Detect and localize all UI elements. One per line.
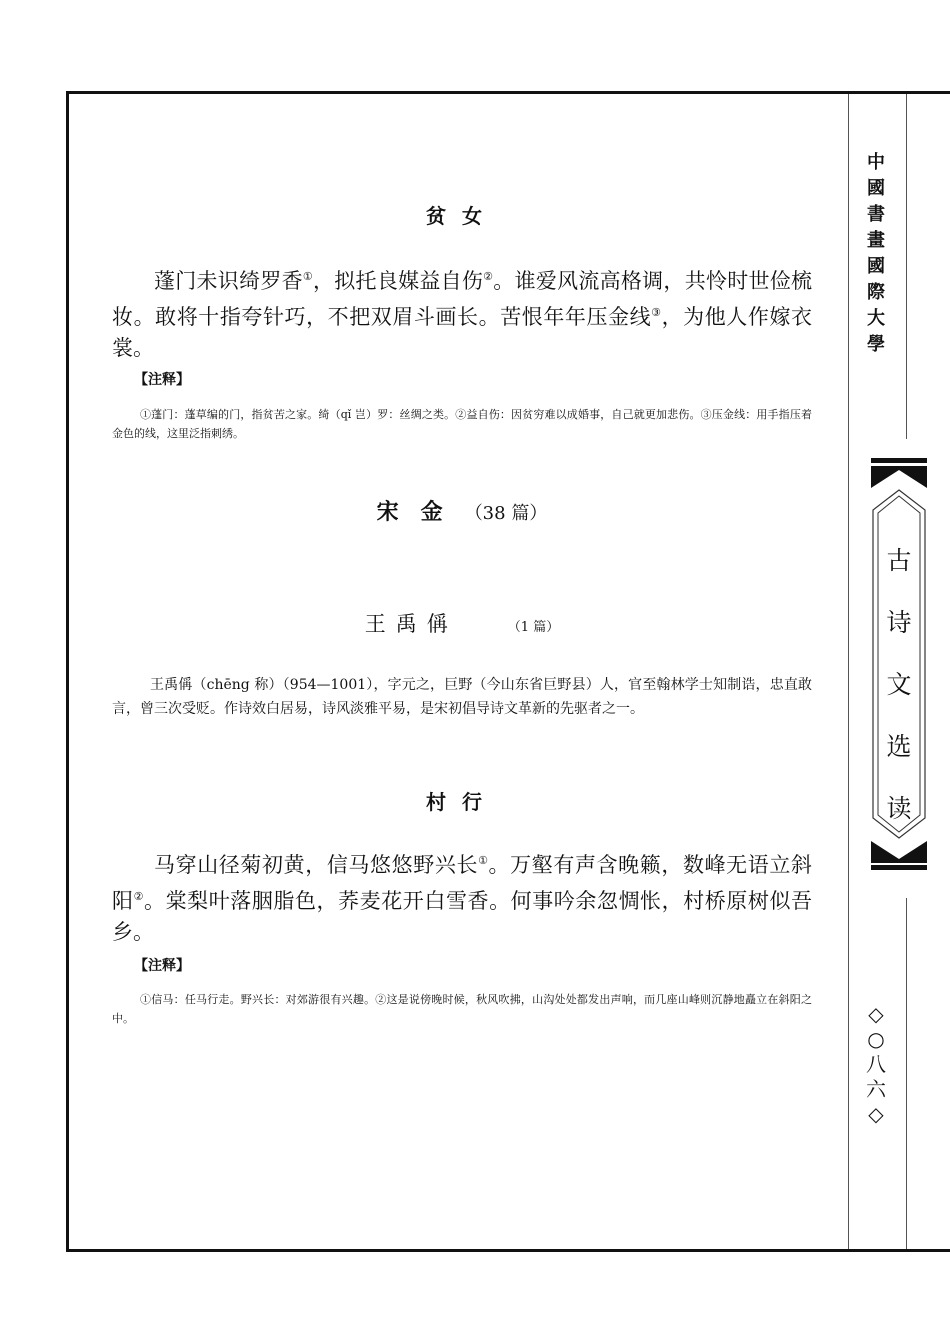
sidebar-divider-top [906, 94, 907, 439]
poem-title-pinnv: 贫女 [426, 204, 498, 228]
page-number: ◇ ○ 八 六 ◇ [866, 1002, 886, 1126]
footnote-mark: ① [302, 270, 314, 283]
banner-arrow-bottom [871, 841, 927, 863]
author-heading [112, 608, 812, 638]
poem-line: 蓬门未识绮罗香 [154, 269, 303, 293]
notes-label: 【注释】 [134, 372, 190, 388]
banner-arrow-top [871, 466, 927, 488]
banner-bar-bottom [871, 865, 927, 870]
footnote-mark: ② [133, 890, 145, 903]
author-count: （1 篇） [507, 620, 560, 635]
sidebar-book-title: 古 诗 文 选 读 [886, 546, 912, 823]
frame-bottom-border [66, 1249, 950, 1252]
dynasty-name: 宋金 [376, 499, 465, 525]
notes-label: 【注释】 [134, 958, 190, 974]
footnote-mark: ③ [651, 306, 662, 319]
frame-left-border [66, 91, 69, 1252]
poem-text-cunxing [112, 845, 812, 948]
footnote-mark: ② [483, 270, 494, 283]
poem-line: 。万壑有声含晚籁，数峰无语立斜阳 [112, 853, 812, 913]
author-name: 王禹偁 [364, 612, 458, 636]
notes-text: ①信马：任马行走。野兴长：对郊游很有兴趣。②这是说傍晚时候，秋风吹拂，山沟处处都发出声响，而几座山峰则沉静地矗立在斜阳之中。 [112, 993, 812, 1025]
banner-bar-top [871, 458, 927, 463]
poem-line: 。棠梨叶落胭脂色，荞麦花开白雪香。何事吟余忽惆怅，村桥原树似吾乡。 [112, 889, 813, 944]
sidebar-divider-left [848, 94, 849, 1249]
sidebar-divider-bottom [906, 898, 907, 1249]
poem-line: 马穿山径菊初黄，信马悠悠野兴长 [154, 853, 479, 877]
poem-text-pinnv [112, 261, 812, 364]
dynasty-count: （38 篇） [464, 503, 548, 524]
poem-line: 。谁爱风流高格调，共怜时世俭梳妆。敢将十指夸针巧，不把双眉斗画长。苦恨年年压金线 [112, 269, 813, 329]
poem-line: ，为他人作嫁衣裳。 [112, 305, 813, 360]
frame-top-border [66, 91, 950, 94]
footnote-mark: ① [478, 854, 489, 867]
author-intro: 王禹偁（chēng 称）（954—1001），字元之，巨野（今山东省巨野县）人，官至翰林学士知制诰，忠直敢言，曾三次受贬。作诗效白居易，诗风淡雅平易，是宋初倡导诗文革新的先驱者之一。 [112, 677, 812, 717]
dynasty-heading [112, 495, 812, 526]
poem-title-cunxing: 村行 [426, 790, 498, 814]
notes-text: ①蓬门：蓬草编的门，指贫苦之家。绮（qǐ 岂）罗：丝绸之类。②益自伤：因贫穷难以成婚事，自己就更加悲伤。③压金线：用手指压着金色的线，这里泛指刺绣。 [112, 408, 812, 440]
sidebar-university-name: 中 國 書 畫 國 際 大 學 [867, 152, 885, 355]
poem-line: ，拟托良媒益自伤 [313, 269, 484, 293]
